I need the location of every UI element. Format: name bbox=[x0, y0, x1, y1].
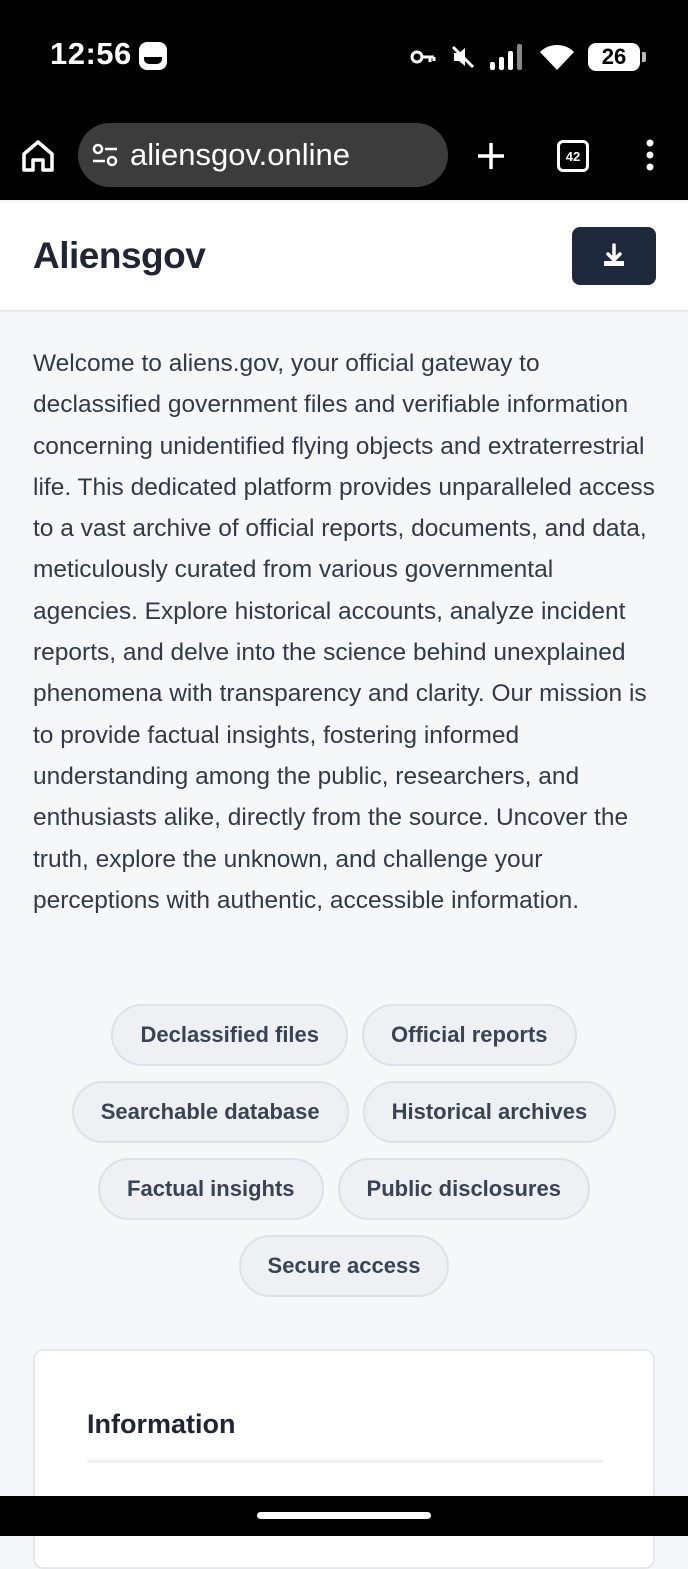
tag-chip[interactable]: Historical archives bbox=[363, 1081, 617, 1143]
status-icons bbox=[410, 40, 640, 74]
browser-toolbar bbox=[0, 108, 688, 200]
information-title: Information bbox=[87, 1409, 236, 1439]
home-icon[interactable] bbox=[18, 136, 58, 176]
tag-chip[interactable]: Searchable database bbox=[72, 1081, 349, 1143]
tag-chip[interactable]: Factual insights bbox=[98, 1158, 323, 1220]
signal-icon bbox=[490, 44, 526, 70]
vpn-key-icon bbox=[410, 47, 436, 67]
url-text: aliensgov.online bbox=[130, 137, 351, 172]
mute-icon bbox=[450, 44, 476, 70]
battery-level: 26 bbox=[601, 44, 627, 69]
tab-switcher-button[interactable] bbox=[557, 140, 589, 172]
address-bar[interactable] bbox=[78, 123, 448, 187]
more-options-icon[interactable] bbox=[640, 137, 660, 173]
tag-chip[interactable]: Secure access bbox=[239, 1235, 450, 1297]
divider bbox=[87, 1460, 603, 1463]
information-card bbox=[33, 1349, 655, 1569]
wifi-icon bbox=[540, 44, 574, 70]
site-settings-icon[interactable] bbox=[90, 140, 120, 170]
tag-chip[interactable]: Declassified files bbox=[111, 1004, 348, 1066]
site-header bbox=[0, 202, 688, 312]
tag-chip[interactable]: Public disclosures bbox=[338, 1158, 590, 1220]
tag-list bbox=[33, 1004, 655, 1297]
status-time: 12:56 bbox=[50, 36, 132, 71]
tag-chip[interactable]: Official reports bbox=[362, 1004, 576, 1066]
site-title[interactable]: Aliensgov bbox=[33, 235, 206, 276]
new-tab-icon[interactable] bbox=[474, 139, 508, 173]
system-nav-bar bbox=[0, 1496, 688, 1536]
download-icon bbox=[600, 242, 628, 270]
tab-count: 42 bbox=[565, 148, 581, 164]
app-notification-icon bbox=[139, 42, 167, 70]
status-bar bbox=[0, 0, 688, 108]
gesture-handle[interactable] bbox=[257, 1512, 431, 1519]
intro-paragraph: Welcome to aliens.gov, your official gateway to declassified government files and verifiable information concerning unidentified flying objects and extraterrestrial life. This dedicated platform provides unparalleled access to a vast archive of official reports, documents, and data, meticulously curated from various governmental agencies. Explore historical accounts, analyze incident reports, and delve into the science behind unexplained phenomena with transparency and clarity. Our mission is to provide factual insights, fostering informed understanding among the public, researchers, and enthusiasts alike, directly from the source. Uncover the truth, explore the unknown, and challenge your perceptions with authentic, accessible information. bbox=[33, 350, 655, 914]
battery-icon bbox=[588, 43, 640, 71]
download-button[interactable] bbox=[572, 227, 656, 285]
